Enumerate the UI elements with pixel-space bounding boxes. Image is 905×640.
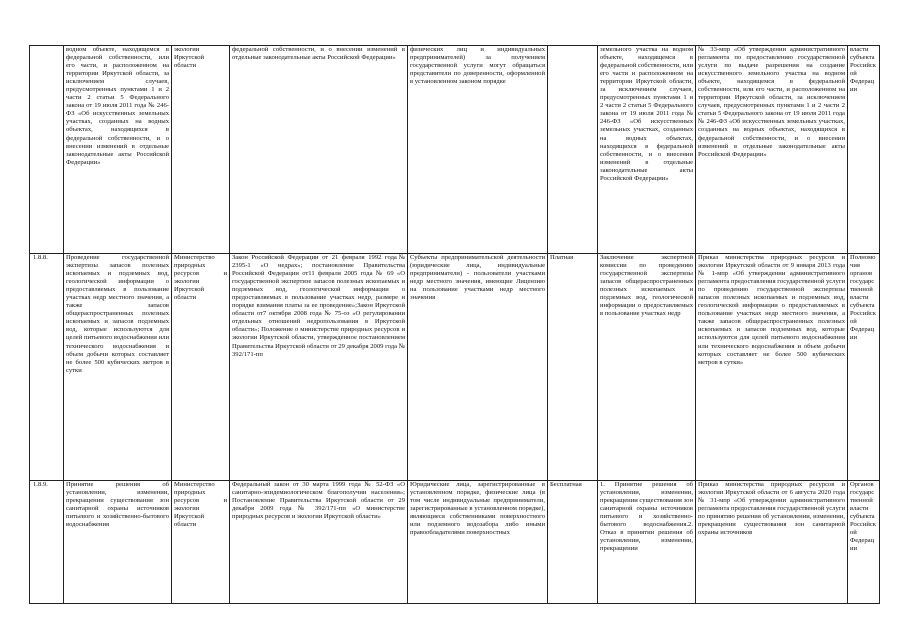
cell-service-name: водном объекте, находящемся в федеральной собственности, или его части, и расположенном на территории Иркутской области, за исключением случаев, предусмотренных пунктами 1 и 2 части 2 статьи 5 Федерального закона от 19 июля 2011 года № 246-ФЗ «Об искусственных земельных участках, созданных на водных объектах, находящихся в федеральной собственности, и о внесении изменений в отдельные законодательные акты Российской Федерации» [64, 46, 172, 254]
cell-item-number [30, 46, 64, 254]
cell-authority: экологии Иркутской области [172, 46, 230, 254]
cell-authority: Министерство природных ресурсов и экологии Иркутской области [172, 481, 230, 604]
cell-service-name: Принятие решения об установлении, изменении, прекращении существования зон санитарной охраны источников питьевого и хозяйственно-бытового водоснабжения [64, 481, 172, 604]
cell-authority: Министерство природных ресурсов и экологии Иркутской области [172, 254, 230, 481]
cell-regulation: Приказ министерства природных ресурсов и экологии Иркутской области от 9 января 2013 года № 1-мпр «Об утверждении административного регламента предоставления государственной услуги по проведению государственной экспертизы запасов полезных ископаемых и подземных вод, геологической информации о предоставляемых в пользование участках недр местного значения, а также запасов общераспространенных полезных ископаемых и запасов подземных вод, которые используются для целей питьевого водоснабжения или технического водоснабжения и объем добычи которых составляет не более 500 кубических метров в сутки» [696, 254, 848, 481]
cell-applicants: Субъекты предпринимательской деятельности (юридические лица, индивидуальные предприниматели) - пользователи участками недр местного значения, имеющие Лицензию на пользование участками недр местного значения [408, 254, 548, 481]
cell-result: Заключение экспертной комиссии по проведению государственной экспертизы запасов общераспространенных полезных ископаемых и подземных вод, геологической информации о предоставляемых в пользование участках недр [598, 254, 696, 481]
cell-applicants: Юридические лица, зарегистрированные в установленном порядке, физические лица (в том числе индивидуальные предприниматели, зарегистрированные в установленном порядке), являющиеся собственниками поверхностного или подземного водозабора либо иными правообладателями поверхностных [408, 481, 548, 604]
cell-legal-basis: федеральной собственности, и о внесении изменений в отдельные законодательные акты Российской Федерации» [230, 46, 408, 254]
table-row [30, 254, 880, 481]
cell-authority-level: власти субъекта Российской Федерации [848, 46, 880, 254]
cell-fee [548, 46, 598, 254]
cell-item-number: 1.8.8. [30, 254, 64, 481]
services-table [29, 45, 880, 604]
cell-regulation: Приказ министерства природных ресурсов и экологии Иркутской области от 6 августа 2020 года № 31-мпр «Об утверждении административного регламента предоставления государственной услуги по принятию решения об установлении, изменении, прекращении существования зон санитарной охраны источников [696, 481, 848, 604]
cell-applicants: физических лиц и индивидуальных предпринимателей) за получением государственной услуги могут обращаться представители по доверенности, оформленной в установленном законом порядке [408, 46, 548, 254]
cell-fee: Бесплатная [548, 481, 598, 604]
cell-service-name: Проведение государственной экспертизы запасов полезных ископаемых и подземных вод, геологической информации о предоставляемых в пользование участках недр местного значения, а также запасов общераспространенных полезных ископаемых и запасов подземных вод, которые используются для целей питьевого водоснабжения или технического водоснабжения и объем добычи которых составляет не более 500 кубических метров в сутки [64, 254, 172, 481]
cell-regulation: № 33-мпр «Об утверждении административного регламента по предоставлению государственной услуги по выдаче разрешения на создание искусственного земельного участка на водном объекте, находящемся в федеральной собственности, или его части, и расположенном на территории Иркутской области, за исключением случаев, предусмотренных пунктами 1 и 2 части 2 статьи 5 Федерального закона от 19 июля 2011 года № 246-ФЗ «Об искусственных земельных участках, созданных на водных объектах, находящихся в федеральной собственности, и о внесении изменений в отдельные законодательные акты Российской Федерации» [696, 46, 848, 254]
cell-authority-level: Полномочия органов государственной власти субъекта Российской Федерации [848, 254, 880, 481]
cell-item-number: 1.8.9. [30, 481, 64, 604]
cell-fee: Платная [548, 254, 598, 481]
cell-result: земельного участка на водном объекте, находящемся в федеральной собственности, или его части и расположенном на территории Иркутской области, за исключением случаев, предусмотренных пунктами 1 и 2 части 2 статьи 5 Федерального закона от 19 июля 2011 года № 246-ФЗ «Об искусственных земельных участках, созданных на водных объектах, находящихся в федеральной собственности, и о внесении изменений в отдельные законодательные акты Российской Федерации» [598, 46, 696, 254]
cell-result: 1. Принятие решения об установлении, изменении, прекращении существования зон санитарной охраны источников питьевого и хозяйственно-бытового водоснабжения.2. Отказ в принятии решения об установлении, изменении, прекращении [598, 481, 696, 604]
cell-authority-level: Органов государственной власти субъекта Российской Федерации [848, 481, 880, 604]
cell-legal-basis: Федеральный закон от 30 марта 1999 года № 52-ФЗ «О санитарно-эпидемиологическом благополучии населения»; Постановление Правительства Иркутской области от 29 декабря 2009 года № 392/171-пп «О министерстве природных ресурсов и экологии Иркутской области» [230, 481, 408, 604]
cell-legal-basis: Закон Российской Федерации от 21 февраля 1992 года№ 2395-1 «О недрах»; постановление Правительства Российской Федерации от11 февраля 2005 года № 69 «О государственной экспертизе запасов полезных ископаемых и подземных вод, геологической информации о предоставляемых в пользование участках недр, размере и порядке взимания платы за ее проведение»;Закон Иркутской области от7 октября 2008 года № 75-оз «О регулировании отдельных отношений недропользования в Иркутской области»; Положение о министерстве природных ресурсов и экологии Иркутской области, утвержденное постановлением Правительства Иркутской области от 29 декабря 2009 года № 392/171-пп [230, 254, 408, 481]
table-row [30, 46, 880, 254]
table-row [30, 481, 880, 604]
